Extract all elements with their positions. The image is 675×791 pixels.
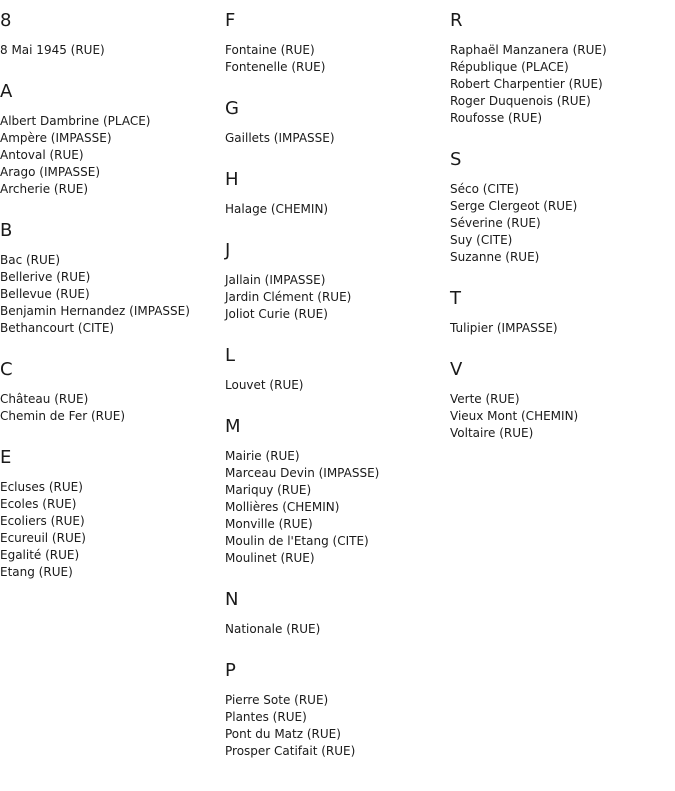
street-link[interactable]: Mariquy (RUE) (225, 483, 312, 497)
street-link[interactable]: 8 Mai 1945 (RUE) (0, 43, 105, 57)
letter-heading: F (225, 10, 236, 31)
street-link[interactable]: Serge Clergeot (RUE) (450, 199, 578, 213)
street-link[interactable]: Ecoles (RUE) (0, 497, 77, 511)
letter-group (225, 406, 450, 567)
letter-heading: C (0, 359, 13, 380)
street-link[interactable]: République (PLACE) (450, 60, 569, 74)
letter-heading: M (225, 416, 241, 437)
letter-heading: J (225, 240, 231, 261)
street-link[interactable]: Bethancourt (CITE) (0, 321, 115, 335)
street-link[interactable]: Château (RUE) (0, 392, 89, 406)
street-link[interactable]: Nationale (RUE) (225, 622, 321, 636)
street-link[interactable]: Joliot Curie (RUE) (225, 307, 328, 321)
street-list (225, 201, 450, 218)
street-link[interactable]: Plantes (RUE) (225, 710, 307, 724)
letter-heading: L (225, 345, 236, 366)
street-link[interactable]: Jallain (IMPASSE) (225, 273, 326, 287)
street-link[interactable]: Arago (IMPASSE) (0, 165, 101, 179)
street-list (225, 448, 450, 567)
street-link[interactable]: Séverine (RUE) (450, 216, 541, 230)
letter-group (450, 278, 675, 337)
street-link[interactable]: Vieux Mont (CHEMIN) (450, 409, 579, 423)
letter-group (225, 579, 450, 638)
letter-group (225, 88, 450, 147)
street-link[interactable]: Ecluses (RUE) (0, 480, 83, 494)
street-link[interactable]: Prosper Catifait (RUE) (225, 744, 356, 758)
letter-group (225, 335, 450, 394)
street-list (225, 377, 450, 394)
street-list (0, 113, 225, 198)
street-link[interactable]: Monville (RUE) (225, 517, 313, 531)
street-list (0, 479, 225, 581)
street-link[interactable]: Mairie (RUE) (225, 449, 300, 463)
street-link[interactable]: Mollières (CHEMIN) (225, 500, 340, 514)
letter-group (0, 437, 225, 581)
street-link[interactable]: Chemin de Fer (RUE) (0, 409, 126, 423)
letter-group (225, 159, 450, 218)
column-3 (450, 0, 675, 791)
letter-heading: A (0, 81, 13, 102)
letter-heading: E (0, 447, 12, 468)
street-list (225, 621, 450, 638)
street-link[interactable]: Pont du Matz (RUE) (225, 727, 341, 741)
letter-group (0, 71, 225, 198)
letter-heading: P (225, 660, 236, 681)
street-link[interactable]: Moulin de l'Etang (CITE) (225, 534, 369, 548)
letter-heading: 8 (0, 10, 12, 31)
street-link[interactable]: Robert Charpentier (RUE) (450, 77, 603, 91)
street-list (0, 252, 225, 337)
letter-group (0, 210, 225, 337)
street-link[interactable]: Archerie (RUE) (0, 182, 88, 196)
street-list (225, 272, 450, 323)
street-link[interactable]: Ecoliers (RUE) (0, 514, 85, 528)
street-link[interactable]: Fontenelle (RUE) (225, 60, 326, 74)
street-link[interactable]: Bellevue (RUE) (0, 287, 90, 301)
street-link[interactable]: Verte (RUE) (450, 392, 520, 406)
street-link[interactable]: Ampère (IMPASSE) (0, 131, 112, 145)
street-list (225, 42, 450, 76)
column-1 (0, 0, 225, 791)
letter-group (225, 650, 450, 760)
street-link[interactable]: Tulipier (IMPASSE) (450, 321, 558, 335)
street-link[interactable]: Moulinet (RUE) (225, 551, 315, 565)
street-link[interactable]: Jardin Clément (RUE) (225, 290, 352, 304)
letter-heading: G (225, 98, 239, 119)
letter-group (225, 0, 450, 76)
street-link[interactable]: Halage (CHEMIN) (225, 202, 329, 216)
letter-group (450, 139, 675, 266)
street-list (225, 692, 450, 760)
street-list (450, 320, 675, 337)
street-list (0, 42, 225, 59)
street-link[interactable]: Egalité (RUE) (0, 548, 80, 562)
street-link[interactable]: Bac (RUE) (0, 253, 61, 267)
letter-heading: R (450, 10, 463, 31)
street-link[interactable]: Voltaire (RUE) (450, 426, 534, 440)
street-list (450, 391, 675, 442)
letter-heading: T (450, 288, 461, 309)
letter-heading: N (225, 589, 239, 610)
street-link[interactable]: Séco (CITE) (450, 182, 519, 196)
letter-heading: H (225, 169, 239, 190)
street-link[interactable]: Ecureuil (RUE) (0, 531, 86, 545)
street-link[interactable]: Gaillets (IMPASSE) (225, 131, 335, 145)
street-link[interactable]: Roufosse (RUE) (450, 111, 543, 125)
street-link[interactable]: Pierre Sote (RUE) (225, 693, 329, 707)
letter-heading: V (450, 359, 463, 380)
street-link[interactable]: Louvet (RUE) (225, 378, 304, 392)
letter-group (225, 230, 450, 323)
street-list (225, 130, 450, 147)
letter-group (0, 0, 225, 59)
column-2 (225, 0, 450, 791)
street-link[interactable]: Marceau Devin (IMPASSE) (225, 466, 380, 480)
letter-group (450, 349, 675, 442)
street-link[interactable]: Etang (RUE) (0, 565, 73, 579)
street-link[interactable]: Bellerive (RUE) (0, 270, 91, 284)
street-list (450, 42, 675, 127)
street-link[interactable]: Albert Dambrine (PLACE) (0, 114, 151, 128)
street-link[interactable]: Antoval (RUE) (0, 148, 84, 162)
street-link[interactable]: Suzanne (RUE) (450, 250, 540, 264)
letter-heading: S (450, 149, 462, 170)
letter-group (0, 349, 225, 425)
street-link[interactable]: Fontaine (RUE) (225, 43, 315, 57)
street-link[interactable]: Raphaël Manzanera (RUE) (450, 43, 607, 57)
street-list (0, 391, 225, 425)
letter-group (450, 0, 675, 127)
street-link[interactable]: Suy (CITE) (450, 233, 513, 247)
street-link[interactable]: Benjamin Hernandez (IMPASSE) (0, 304, 190, 318)
street-link[interactable]: Roger Duquenois (RUE) (450, 94, 591, 108)
letter-heading: B (0, 220, 13, 241)
street-list (450, 181, 675, 266)
